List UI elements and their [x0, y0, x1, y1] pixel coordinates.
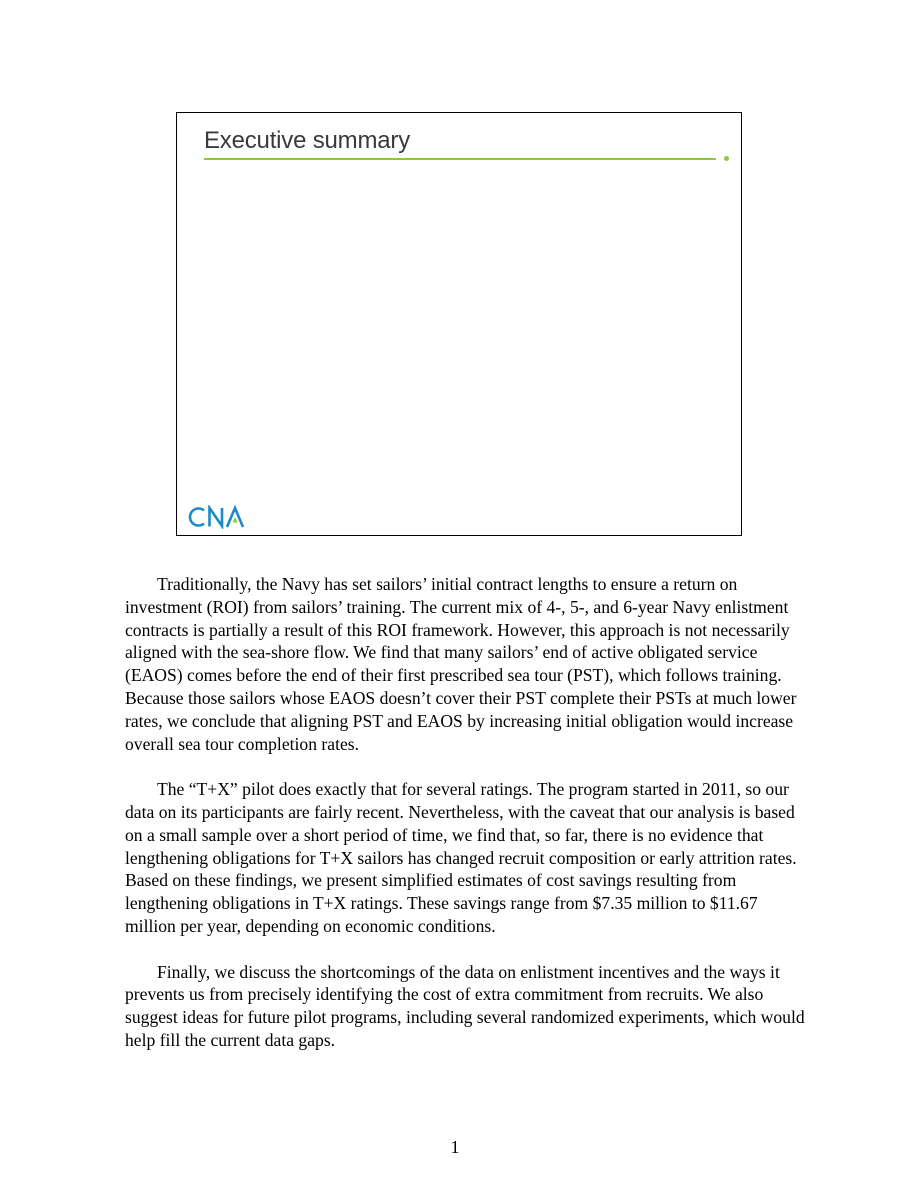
paragraph: The “T+X” pilot does exactly that for several ratings. The program started in 2011, so our data on its participants are fairly recent. Nevertheless, with the caveat that our analysis is based on a small sample over a short period of time, we find that, so far, there is no evidence that lengthening obligations for T+X sailors has changed recruit composition or early attrition rates. Based on these findings, we present simplified estimates of cost savings resulting from lengthening obligations in T+X ratings. These savings range from $7.35 million to $11.67 million per year, depending on economic conditions. [125, 779, 797, 936]
page-number: 1 [450, 1137, 460, 1157]
paragraph: Finally, we discuss the shortcomings of the data on enlistment incentives and the ways it prevents us from precisely identifying the cost of extra commitment from recruits. We also suggest ideas for future pilot programs, including several randomized experiments, which would help fill the current data gaps. [125, 961, 805, 1050]
cna-logo-letter-c [190, 509, 204, 526]
cna-logo-letter-n [210, 508, 223, 527]
cna-logo [187, 505, 249, 529]
paragraph: Traditionally, the Navy has set sailors’ initial contract lengths to ensure a return on investment (ROI) from sailors’ training. The current mix of 4-, 5-, and 6-year Navy enlistment contracts is partially a result of this ROI framework. However, this approach is not necessarily aligned with the sea-shore flow. We find that many sailors’ end of active obligated service (EAOS) comes before the end of their first prescribed sea tour (PST), which follows training. Because those sailors whose EAOS doesn’t cover their PST complete their PSTs at much lower rates, we conclude that aligning PST and EAOS by increasing initial obligation would increase overall sea tour completion rates. [125, 574, 797, 754]
slide-accent-dot [724, 156, 729, 161]
cna-logo-accent [233, 517, 238, 523]
slide-title-underline [204, 158, 716, 160]
slide-figure [176, 112, 742, 536]
executive-summary-body [125, 573, 805, 1075]
slide-title: Executive summary [204, 127, 410, 154]
